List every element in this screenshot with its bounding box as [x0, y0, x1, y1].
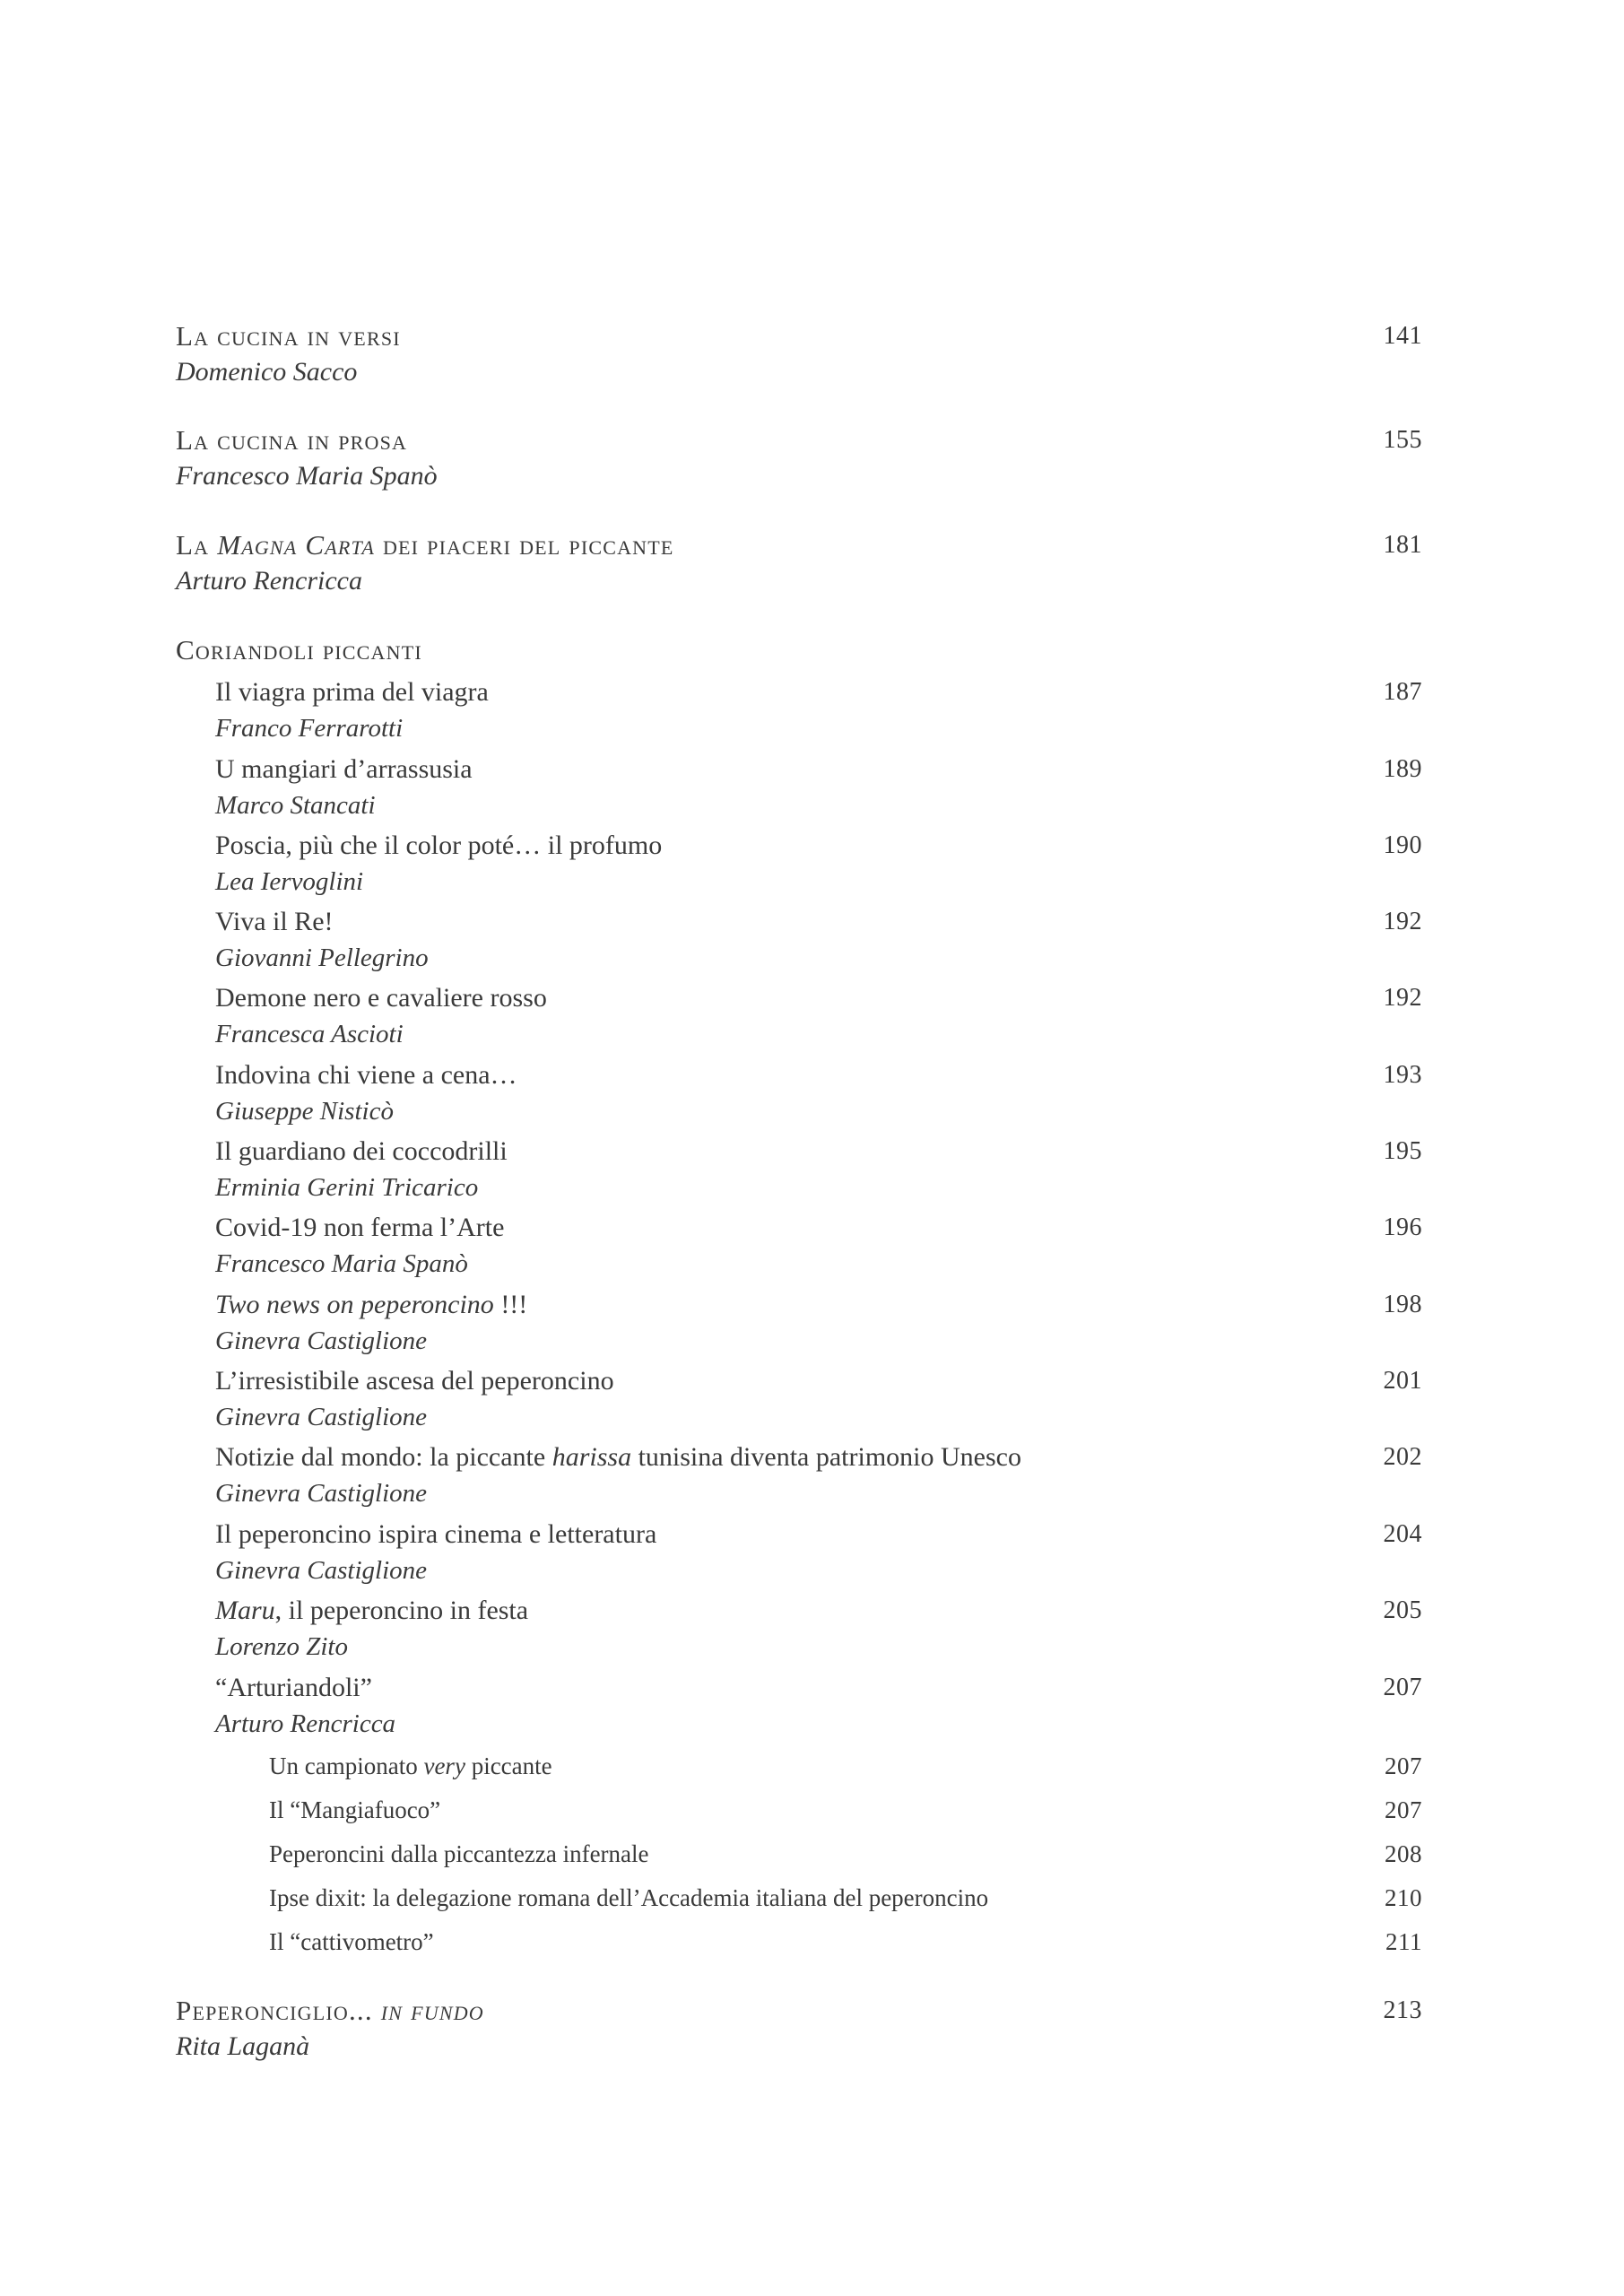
section-title: La Magna Carta dei piaceri del piccante — [176, 529, 674, 561]
section-author: Rita Laganà — [176, 2031, 310, 2061]
item-title: Viva il Re! — [215, 907, 334, 936]
item-title: L’irresistibile ascesa del peperoncino — [215, 1366, 614, 1396]
item-author: Giovanni Pellegrino — [215, 944, 429, 972]
item-title: Il guardiano dei coccodrilli — [215, 1136, 508, 1166]
toc-subitem — [176, 1883, 1422, 1913]
subitem-title: Ipse dixit: la delegazione romana dell’Accademia italiana del peperoncino — [269, 1884, 989, 1911]
toc-item — [176, 1517, 1422, 1588]
toc-item — [176, 1439, 1422, 1511]
item-author: Ginevra Castiglione — [215, 1556, 428, 1585]
page-number: 208 — [1385, 1840, 1422, 1867]
item-title: Covid-19 non ferma l’Arte — [215, 1213, 505, 1242]
item-author: Francesca Ascioti — [215, 1020, 404, 1048]
page-number: 202 — [1383, 1443, 1422, 1471]
toc-subitem — [176, 1926, 1422, 1957]
toc-item — [176, 1057, 1422, 1129]
item-title: Il viagra prima del viagra — [215, 677, 489, 707]
page-number: 189 — [1383, 755, 1422, 783]
item-title: Poscia, più che il color poté… il profumo — [215, 831, 663, 860]
toc-section — [176, 632, 1422, 668]
subitem-title: Il “Mangiafuoco” — [269, 1796, 441, 1823]
item-author: Ginevra Castiglione — [215, 1479, 428, 1508]
item-title: Two news on peperoncino !!! — [215, 1290, 528, 1319]
toc-section — [176, 422, 1422, 494]
toc-item — [176, 1593, 1422, 1665]
toc-item — [176, 1670, 1422, 1742]
toc-section — [176, 1993, 1422, 2065]
toc-item — [176, 1210, 1422, 1282]
page-number: 196 — [1383, 1213, 1422, 1241]
section-title: Coriandoli piccanti — [176, 634, 422, 665]
item-author: Arturo Rencricca — [215, 1709, 396, 1738]
page-number: 192 — [1383, 984, 1422, 1012]
item-title: Demone nero e cavaliere rosso — [215, 983, 547, 1013]
page-number: 187 — [1383, 678, 1422, 706]
section-title: La cucina in versi — [176, 320, 401, 352]
item-author: Marco Stancati — [215, 791, 376, 820]
page-number: 195 — [1383, 1137, 1422, 1165]
page-number: 213 — [1383, 1996, 1422, 2024]
page-number: 190 — [1383, 831, 1422, 859]
toc-section — [176, 527, 1422, 599]
page-number: 201 — [1383, 1367, 1422, 1395]
toc-subitem — [176, 1839, 1422, 1869]
toc-item — [176, 1134, 1422, 1205]
page-number: 141 — [1383, 322, 1422, 350]
item-author: Ginevra Castiglione — [215, 1403, 428, 1431]
toc-item — [176, 1287, 1422, 1359]
page-number: 207 — [1385, 1796, 1422, 1823]
toc-item — [176, 904, 1422, 976]
page-number: 205 — [1383, 1596, 1422, 1624]
toc-section — [176, 318, 1422, 390]
section-author: Domenico Sacco — [176, 357, 358, 387]
item-author: Franco Ferrarotti — [215, 714, 404, 743]
toc-subitem — [176, 1795, 1422, 1825]
item-author: Francesco Maria Spanò — [215, 1249, 468, 1278]
section-title: La cucina in prosa — [176, 424, 408, 456]
page-number: 207 — [1385, 1752, 1422, 1779]
item-title: Il peperoncino ispira cinema e letteratura — [215, 1519, 657, 1549]
item-title: Maru, il peperoncino in festa — [215, 1596, 529, 1625]
item-title: “Arturiandoli” — [215, 1673, 372, 1702]
subitem-title: Il “cattivometro” — [269, 1928, 434, 1955]
section-title: Peperonciglio... in fundo — [176, 1995, 484, 2026]
item-author: Lorenzo Zito — [215, 1632, 348, 1661]
toc-item — [176, 828, 1422, 900]
subitem-title: Un campionato very piccante — [269, 1752, 552, 1779]
toc-item — [176, 980, 1422, 1052]
page-number: 210 — [1385, 1884, 1422, 1911]
page-number: 211 — [1385, 1928, 1422, 1955]
item-author: Erminia Gerini Tricarico — [215, 1173, 479, 1202]
page-number: 192 — [1383, 908, 1422, 935]
item-author: Giuseppe Nisticò — [215, 1097, 394, 1126]
item-title: U mangiari d’arrassusia — [215, 754, 473, 784]
item-author: Lea Iervoglini — [215, 867, 364, 896]
toc-item — [176, 1363, 1422, 1435]
page-number: 193 — [1383, 1061, 1422, 1089]
subitem-title: Peperoncini dalla piccantezza infernale — [269, 1840, 649, 1867]
page-number: 207 — [1383, 1674, 1422, 1701]
page-number: 181 — [1383, 531, 1422, 559]
item-title: Notizie dal mondo: la piccante harissa tunisina diventa patrimonio Unesco — [215, 1442, 1021, 1472]
page-number: 204 — [1383, 1520, 1422, 1548]
page-number: 198 — [1383, 1291, 1422, 1318]
page-number: 155 — [1383, 426, 1422, 454]
item-author: Ginevra Castiglione — [215, 1326, 428, 1355]
section-author: Arturo Rencricca — [176, 566, 362, 596]
item-title: Indovina chi viene a cena… — [215, 1060, 517, 1090]
toc-item — [176, 674, 1422, 746]
section-author: Francesco Maria Spanò — [176, 461, 438, 491]
toc-item — [176, 752, 1422, 823]
toc-subitem — [176, 1751, 1422, 1781]
